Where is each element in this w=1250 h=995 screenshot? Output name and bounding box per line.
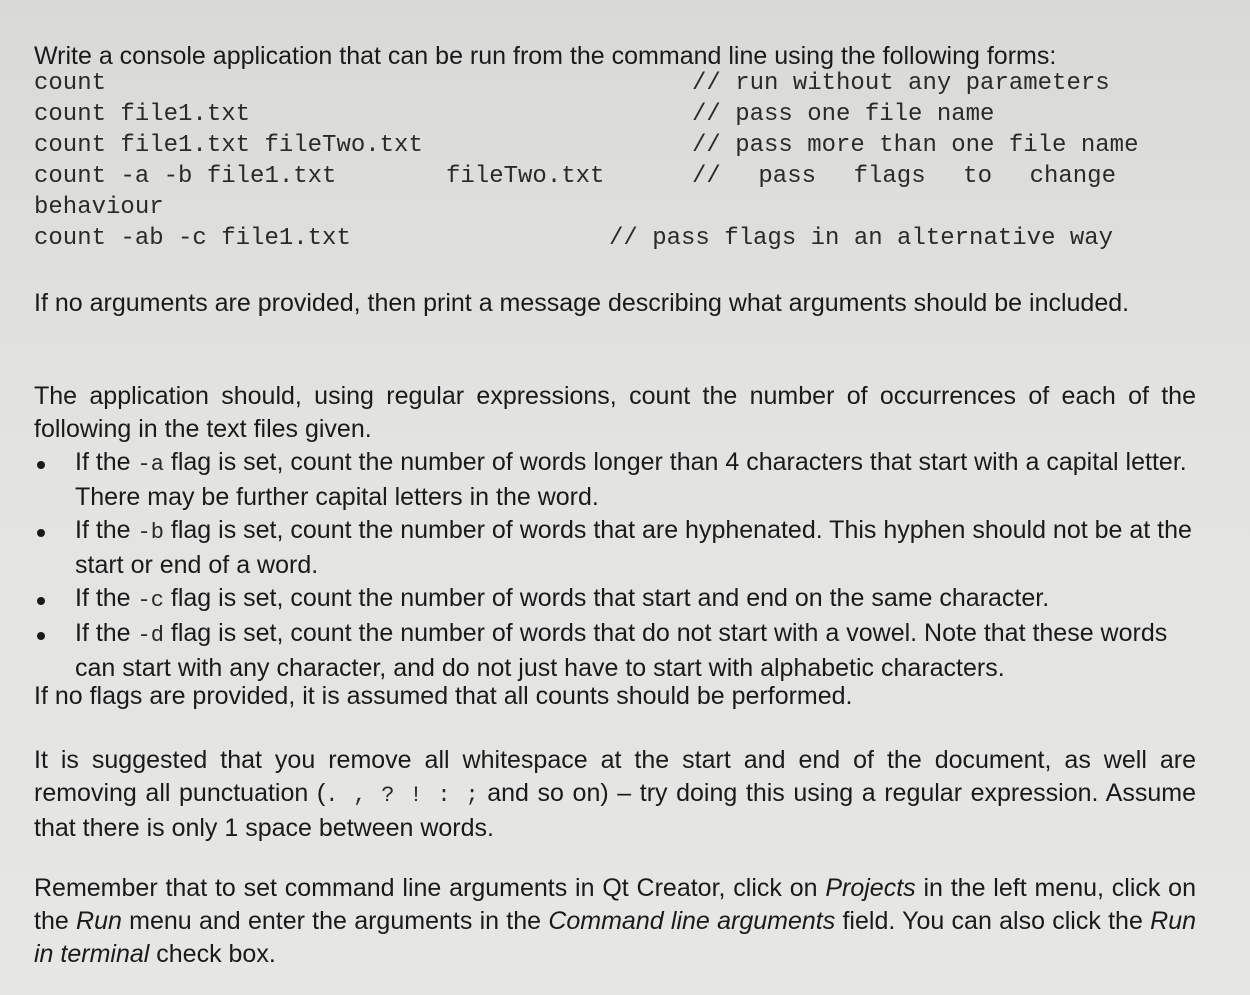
usage-comment-4-word: //: [692, 163, 721, 190]
usage-comment-1: // run without any parameters: [692, 70, 1110, 97]
usage-cmd-3: count file1.txt fileTwo.txt: [34, 132, 423, 159]
bullet-flag-b: [34, 514, 1196, 582]
flag-bullet-list: [34, 446, 1196, 685]
projects-term: Projects: [825, 874, 916, 902]
bullet-flag-a: [34, 446, 1196, 514]
usage-cmd-4: count -a -b file1.txt: [34, 163, 337, 190]
paragraph-text: check box.: [149, 940, 276, 968]
whitespace-paragraph: [34, 744, 1196, 845]
run-term: Run: [76, 907, 122, 935]
bullet-text: If the: [75, 619, 138, 647]
usage-comment-5: // pass flags in an alternative way: [609, 225, 1114, 252]
paragraph-text: Remember that to set command line arguments in Qt Creator, click on: [34, 874, 826, 902]
paragraph-text: menu and enter the arguments in the: [121, 907, 549, 935]
paragraph-text: and so on) – try doing this using a regular expression. Assume that there is only 1 space between words.: [34, 779, 1196, 842]
usage-comment-3: // pass more than one file name: [692, 132, 1139, 159]
paragraph-text: field. You can also click the: [835, 907, 1151, 935]
flag-code: -a: [137, 452, 164, 477]
qt-creator-paragraph: [34, 872, 1196, 971]
usage-cmd-4-continuation: behaviour: [34, 194, 164, 221]
usage-cmd-1: count: [34, 70, 107, 97]
command-line-arguments-term: Command line arguments: [548, 907, 836, 935]
bullet-text: If the: [75, 448, 138, 476]
flag-code: -c: [137, 588, 164, 613]
bullet-text: If the: [75, 584, 138, 612]
bullet-flag-d: [34, 617, 1196, 685]
usage-comment-4-word: pass: [758, 163, 816, 190]
flag-code: -d: [137, 623, 164, 648]
bullet-text: If the: [75, 516, 138, 544]
bullet-flag-c: [34, 582, 1196, 617]
punctuation-code: . , ? ! : ;: [325, 783, 479, 808]
usage-comment-4: [692, 163, 1116, 190]
bullet-text: flag is set, count the number of words that start and end on the same character.: [163, 584, 1050, 612]
bullet-text: flag is set, count the number of words that do not start with a vowel. Note that these words can start with any character, and do not just have to start with alphabetic characters.: [75, 619, 1168, 682]
regex-paragraph: The application should, using regular expressions, count the number of occurrences of each of the following in the text files given.: [34, 382, 1196, 443]
no-args-paragraph: If no arguments are provided, then print a message describing what arguments should be included.: [34, 289, 1130, 317]
no-flags-line: If no flags are provided, it is assumed that all counts should be performed.: [34, 682, 853, 710]
usage-comment-4-word: change: [1029, 163, 1116, 190]
usage-comment-2: // pass one file name: [692, 101, 995, 128]
bullet-text: flag is set, count the number of words longer than 4 characters that start with a capital letter. There may be further capital letters in the word.: [75, 448, 1187, 511]
usage-cmd-2: count file1.txt: [34, 101, 251, 128]
bullet-text: flag is set, count the number of words that are hyphenated. This hyphen should not be at the start or end of a word.: [75, 516, 1192, 579]
run-in-terminal-term: Run in terminal: [34, 907, 1197, 968]
flag-code: -b: [137, 520, 164, 545]
paragraph-text: in the left menu, click on the: [34, 874, 1196, 935]
paragraph-text: It is suggested that you remove all whitespace at the start and end of the document, as well are removing all punctuation (: [34, 746, 1196, 807]
usage-comment-4-word: flags: [853, 163, 926, 190]
intro-text: Write a console application that can be run from the command line using the following forms:: [34, 42, 1057, 70]
usage-cmd-5: count -ab -c file1.txt: [34, 225, 351, 252]
usage-cmd-4-extra: fileTwo.txt: [446, 163, 605, 190]
usage-comment-4-word: to: [963, 163, 992, 190]
